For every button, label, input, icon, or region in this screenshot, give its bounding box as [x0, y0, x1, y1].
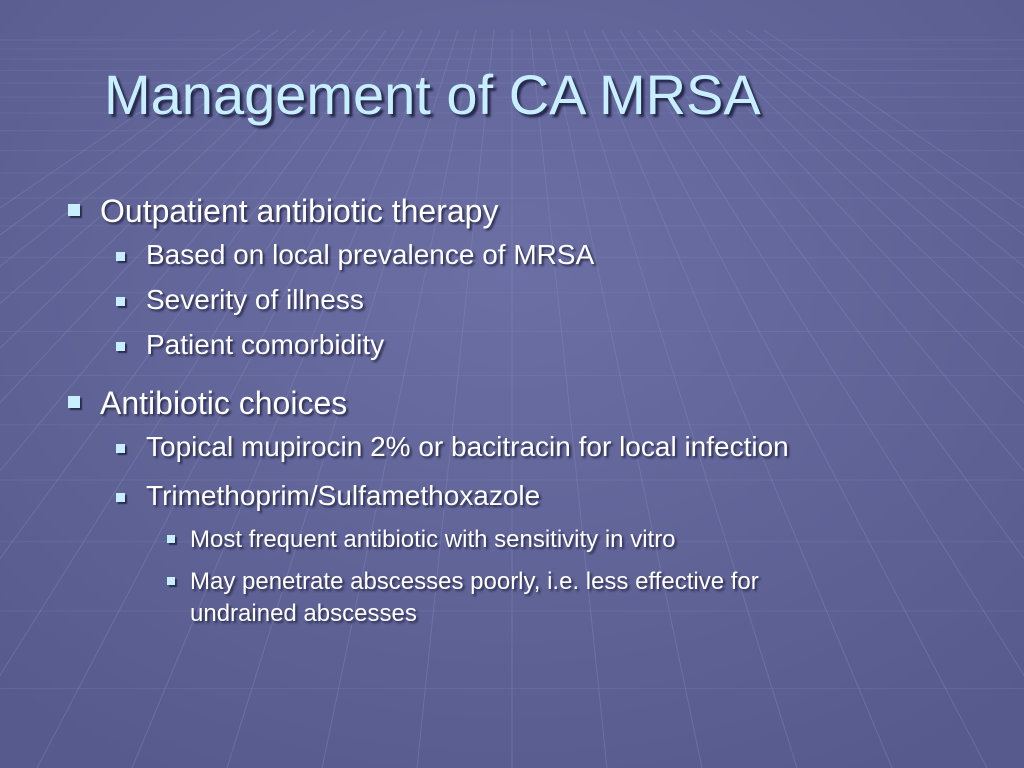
square-bullet-icon: [116, 342, 125, 351]
square-bullet-icon: [116, 252, 125, 261]
slide-bullet-list: [62, 192, 962, 640]
square-bullet-icon: [167, 577, 175, 585]
bullet-penetrate-abscesses: [62, 566, 830, 630]
bullet-text: May penetrate abscesses poorly, i.e. less effective for undrained abscesses: [190, 568, 759, 627]
bullet-text: Antibiotic choices: [100, 385, 348, 421]
bullet-text: Based on local prevalence of MRSA: [146, 239, 595, 270]
bullet-text: Severity of illness: [146, 284, 364, 315]
bullet-text: Topical mupirocin 2% or bacitracin for local infection: [146, 431, 789, 462]
bullet-comorbidity: [62, 328, 962, 362]
bullet-outpatient-therapy: [62, 192, 962, 230]
square-bullet-icon: [116, 297, 125, 306]
square-bullet-icon: [68, 204, 80, 216]
bullet-antibiotic-choices: [62, 384, 962, 422]
square-bullet-icon: [68, 396, 80, 408]
square-bullet-icon: [167, 535, 175, 543]
bullet-topical-mupirocin: [62, 430, 962, 464]
bullet-text: Outpatient antibiotic therapy: [100, 193, 499, 229]
bullet-local-prevalence: [62, 238, 962, 272]
bullet-severity: [62, 283, 962, 317]
bullet-sensitivity-in-vitro: [62, 524, 962, 556]
bullet-text: Patient comorbidity: [146, 329, 385, 360]
bullet-tmp-smx: [62, 479, 962, 513]
slide-title: Management of CA MRSA: [104, 63, 761, 126]
bullet-text: Most frequent antibiotic with sensitivity in vitro: [190, 526, 676, 553]
bullet-text: Trimethoprim/Sulfamethoxazole: [146, 480, 541, 511]
square-bullet-icon: [116, 493, 125, 502]
square-bullet-icon: [116, 444, 125, 453]
